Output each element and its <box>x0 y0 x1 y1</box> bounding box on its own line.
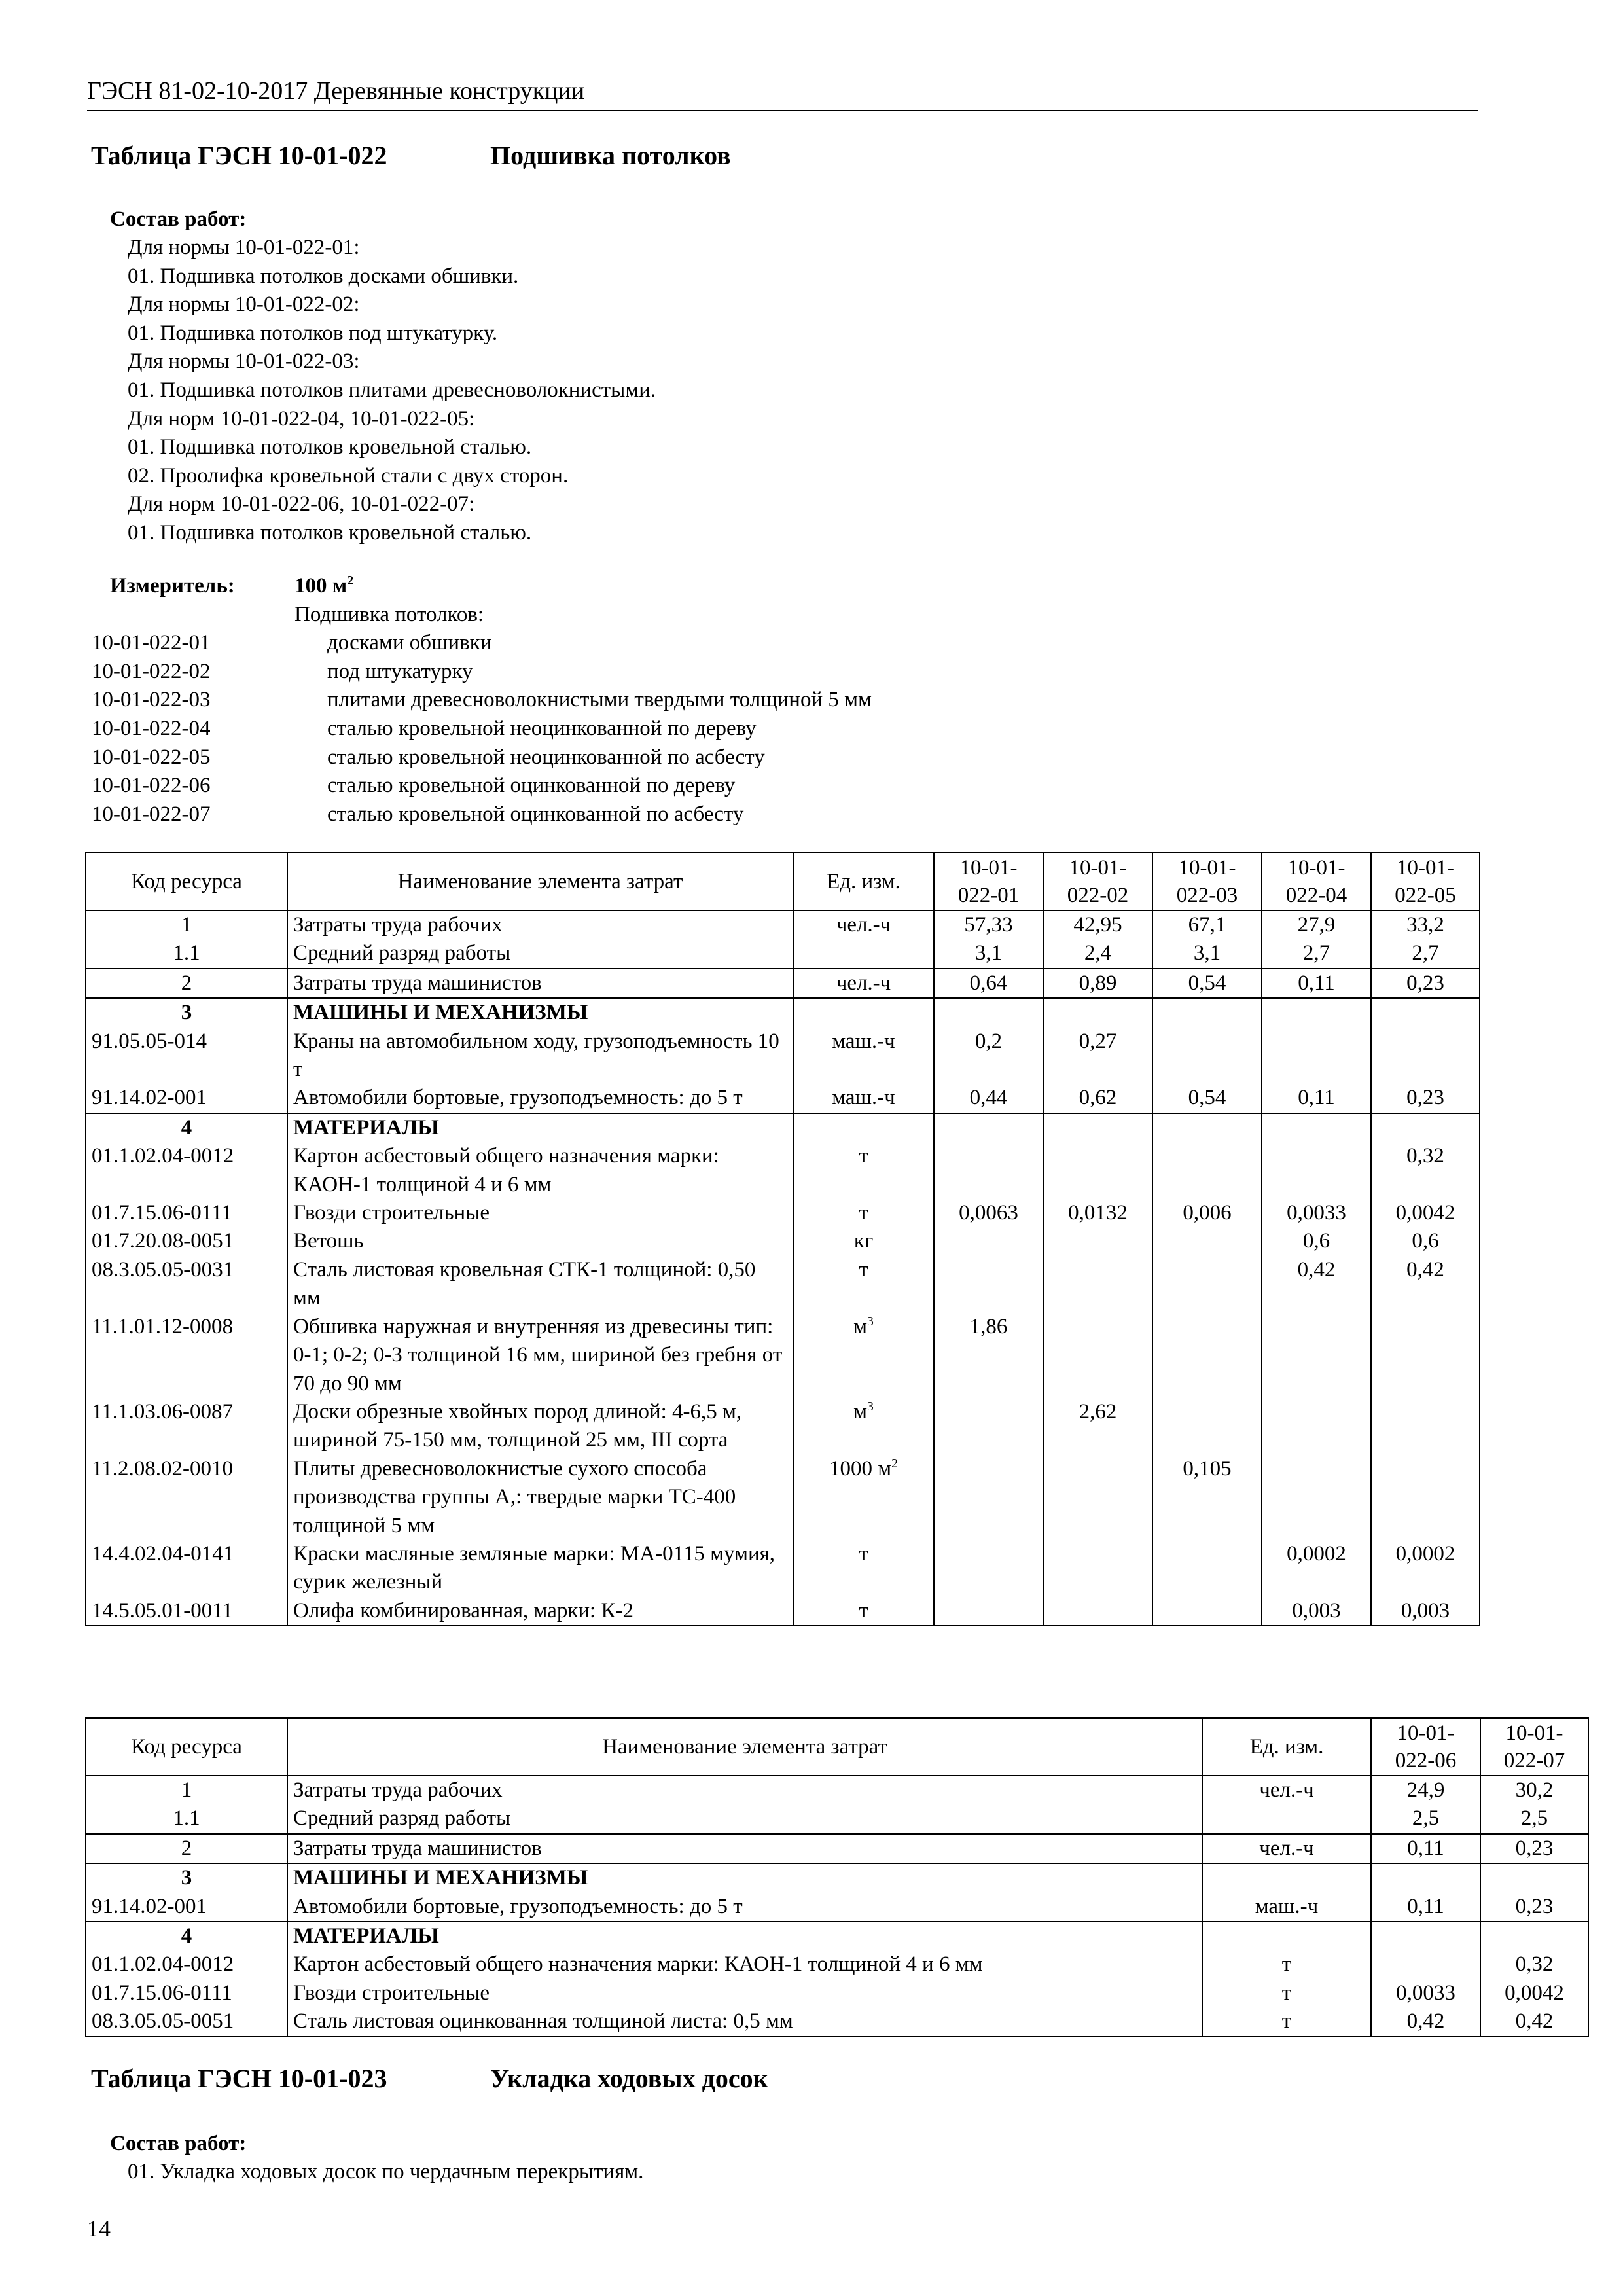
norm-value <box>1152 1256 1262 1313</box>
cost-element-name: Затраты труда машинистов <box>287 1834 1202 1863</box>
composition-line: Для норм 10-01-022-06, 10-01-022-07: <box>128 492 475 516</box>
norm-description: сталью кровельной неоцинкованной по асбесту <box>327 745 765 769</box>
column-header: 10-01- 022-04 <box>1262 853 1371 910</box>
column-header: 10-01- 022-07 <box>1480 1718 1588 1776</box>
cost-element-name: Автомобили бортовые, грузоподъемность: до 5 т <box>287 1893 1202 1922</box>
resource-code: 11.1.03.06-0087 <box>86 1398 287 1455</box>
norm-value: 67,1 <box>1152 910 1262 939</box>
table-name: Подшивка потолков <box>490 141 731 170</box>
norm-value <box>1371 1113 1480 1142</box>
norm-value: 2,4 <box>1043 939 1152 968</box>
norm-value <box>1152 998 1262 1027</box>
table-row <box>86 1863 1588 1892</box>
norm-value <box>1043 998 1152 1027</box>
table-row <box>86 1256 1480 1313</box>
norm-value <box>1262 1113 1371 1142</box>
norm-value <box>1152 1142 1262 1199</box>
norm-value <box>1262 1142 1371 1199</box>
norm-value <box>1262 1398 1371 1455</box>
norm-value: 2,7 <box>1371 939 1480 968</box>
unit-of-measure: чел.-ч <box>793 969 934 998</box>
norm-value: 2,62 <box>1043 1398 1152 1455</box>
norm-value <box>1371 1922 1480 1950</box>
column-header: Наименование элемента затрат <box>287 1718 1202 1776</box>
unit-of-measure: чел.-ч <box>1202 1834 1371 1863</box>
norm-row <box>92 800 872 829</box>
norm-value <box>934 1540 1043 1597</box>
measure-unit: 100 $м^2$ <box>294 573 354 598</box>
table-row <box>86 1227 1480 1255</box>
norm-value: 0,0042 <box>1371 1199 1480 1227</box>
cost-element-name: Картон асбестовый общего назначения марки: КАОН-1 толщиной 4 и 6 мм <box>287 1950 1202 1979</box>
resource-code: 2 <box>86 969 287 998</box>
unit-of-measure: чел.-ч <box>793 910 934 939</box>
norm-code: 10-01-022-04 <box>92 716 211 740</box>
norm-value <box>1043 1455 1152 1540</box>
running-header: ГЭСН 81-02-10-2017 Деревянные конструкции <box>87 73 1478 111</box>
norm-value <box>1152 1398 1262 1455</box>
norm-row <box>92 772 872 800</box>
cost-element-name: Затраты труда рабочих <box>287 910 793 939</box>
table-row <box>86 969 1480 998</box>
composition-line: 01. Подшивка потолков плитами древесноволокнистыми. <box>128 378 656 402</box>
unit-of-measure <box>1202 1863 1371 1892</box>
norm-value: 0,54 <box>1152 1084 1262 1113</box>
table-row <box>86 1979 1588 2007</box>
composition-line: Для нормы 10-01-022-01: <box>128 236 360 259</box>
cost-element-name: Автомобили бортовые, грузоподъемность: до 5 т <box>287 1084 793 1113</box>
norm-value: 33,2 <box>1371 910 1480 939</box>
norm-value <box>1262 1455 1371 1540</box>
unit-of-measure: т <box>793 1540 934 1597</box>
cost-element-name: Ветошь <box>287 1227 793 1255</box>
norm-description: сталью кровельной оцинкованной по асбесту <box>327 802 744 826</box>
norm-code: 10-01-022-01 <box>92 631 211 655</box>
unit-of-measure: 1000 $м^2$ <box>793 1455 934 1540</box>
table-row <box>86 1142 1480 1199</box>
norm-value <box>1371 1313 1480 1398</box>
unit-of-measure: маш.-ч <box>1202 1893 1371 1922</box>
resource-code: 1.1 <box>86 939 287 968</box>
norm-value <box>1043 1256 1152 1313</box>
norm-value: 0,11 <box>1262 1084 1371 1113</box>
norm-value: 0,42 <box>1371 2007 1480 2036</box>
norm-value <box>934 1142 1043 1199</box>
norm-value: 0,23 <box>1480 1893 1588 1922</box>
norm-value: 27,9 <box>1262 910 1371 939</box>
norm-value: 0,32 <box>1480 1950 1588 1979</box>
norm-value: 0,42 <box>1480 2007 1588 2036</box>
norm-value: 0,27 <box>1043 1028 1152 1085</box>
resource-code: 3 <box>86 1863 287 1892</box>
norm-value <box>1480 1922 1588 1950</box>
resource-code: 91.14.02-001 <box>86 1084 287 1113</box>
resource-table-2 <box>85 1717 1589 2037</box>
norm-value: 0,11 <box>1371 1834 1480 1863</box>
resource-code: 3 <box>86 998 287 1027</box>
cost-element-name: МАШИНЫ И МЕХАНИЗМЫ <box>287 1863 1202 1892</box>
composition-line: 01. Укладка ходовых досок по чердачным перекрытиям. <box>128 2160 644 2183</box>
column-header: Наименование элемента затрат <box>287 853 793 910</box>
norm-value <box>1371 1950 1480 1979</box>
unit-of-measure: маш.-ч <box>793 1028 934 1085</box>
measure-group: Подшивка потолков: <box>294 602 484 626</box>
cost-element-name: Плиты древесноволокнистые сухого способа производства группы А,: твердые марки ТС-400 толщиной 5 мм <box>287 1455 793 1540</box>
cost-element-name: МАТЕРИАЛЫ <box>287 1113 793 1142</box>
resource-code: 01.7.15.06-0111 <box>86 1979 287 2007</box>
norm-value <box>1043 1113 1152 1142</box>
composition-line: 01. Подшивка потолков досками обшивки. <box>128 264 519 288</box>
composition-label: Состав работ: <box>110 207 247 231</box>
table-row <box>86 1313 1480 1398</box>
table-name-2: Укладка ходовых досок <box>490 2064 768 2093</box>
norm-value <box>934 1227 1043 1255</box>
unit-of-measure: т <box>793 1597 934 1626</box>
norm-value <box>1262 1028 1371 1085</box>
cost-element-name: Затраты труда машинистов <box>287 969 793 998</box>
table-row <box>86 1084 1480 1113</box>
table-row <box>86 1597 1480 1626</box>
table-row <box>86 1893 1588 1922</box>
composition-line: Для норм 10-01-022-04, 10-01-022-05: <box>128 406 475 431</box>
cost-element-name: Затраты труда рабочих <box>287 1776 1202 1804</box>
resource-code: 4 <box>86 1113 287 1142</box>
unit-of-measure: т <box>1202 2007 1371 2036</box>
norm-value: 0,0063 <box>934 1199 1043 1227</box>
cost-element-name: Краны на автомобильном ходу, грузоподъемность 10 т <box>287 1028 793 1085</box>
norm-value: 0,42 <box>1262 1256 1371 1313</box>
norm-value <box>1262 998 1371 1027</box>
norm-value <box>934 998 1043 1027</box>
resource-code: 1.1 <box>86 1804 287 1833</box>
norm-value: 2,7 <box>1262 939 1371 968</box>
norm-value <box>1371 1398 1480 1455</box>
cost-element-name: Обшивка наружная и внутренняя из древесины тип: 0-1; 0-2; 0-3 толщиной 16 мм, шириной без гребня от 70 до 90 мм <box>287 1313 793 1398</box>
table-row <box>86 1834 1588 1863</box>
composition-list-2 <box>128 2158 643 2187</box>
unit-of-measure: кг <box>793 1227 934 1255</box>
column-header: Код ресурса <box>86 1718 287 1776</box>
composition-line: 01. Подшивка потолков кровельной сталью. <box>128 435 532 459</box>
composition-line: 02. Проолифка кровельной стали с двух сторон. <box>128 463 569 488</box>
norm-value: 0,23 <box>1371 969 1480 998</box>
norm-value: 0,003 <box>1371 1597 1480 1626</box>
norm-code: 10-01-022-05 <box>92 745 211 769</box>
composition-list <box>128 234 656 548</box>
measure-block <box>92 572 872 829</box>
norm-value: 1,86 <box>934 1313 1043 1398</box>
resource-code: 91.05.05-014 <box>86 1028 287 1085</box>
norm-description: сталью кровельной оцинкованной по дереву <box>327 774 736 798</box>
column-header: 10-01- 022-02 <box>1043 853 1152 910</box>
unit-of-measure: т <box>793 1199 934 1227</box>
cost-element-name: Гвозди строительные <box>287 1199 793 1227</box>
norm-code: 10-01-022-02 <box>92 659 211 683</box>
norm-description: сталью кровельной неоцинкованной по дереву <box>327 716 757 740</box>
norm-code: 10-01-022-07 <box>92 802 211 826</box>
resource-code: 2 <box>86 1834 287 1863</box>
norm-row <box>92 715 872 744</box>
unit-of-measure <box>1202 1922 1371 1950</box>
norm-value <box>1371 1863 1480 1892</box>
unit-of-measure: $м^3$ <box>793 1313 934 1398</box>
table-number: Таблица ГЭСН 10-01-022 <box>91 141 387 170</box>
norm-value: 0,11 <box>1262 969 1371 998</box>
norm-code: 10-01-022-03 <box>92 688 211 712</box>
resource-code: 4 <box>86 1922 287 1950</box>
cost-element-name: Сталь листовая оцинкованная толщиной листа: 0,5 мм <box>287 2007 1202 2036</box>
table-row <box>86 1804 1588 1833</box>
table-row <box>86 1922 1588 1950</box>
composition-line: 01. Подшивка потолков кровельной сталью. <box>128 520 532 545</box>
norm-value: 24,9 <box>1371 1776 1480 1804</box>
column-header: 10-01- 022-03 <box>1152 853 1262 910</box>
cost-element-name: МАТЕРИАЛЫ <box>287 1922 1202 1950</box>
resource-code: 01.1.02.04-0012 <box>86 1950 287 1979</box>
table-row <box>86 1398 1480 1455</box>
norm-value: 0,0002 <box>1371 1540 1480 1597</box>
norm-value <box>934 1398 1043 1455</box>
norm-value: 0,32 <box>1371 1142 1480 1199</box>
norm-description: плитами древесноволокнистыми твердыми толщиной 5 мм <box>327 688 872 712</box>
table-title <box>91 137 731 174</box>
norm-value <box>1043 1597 1152 1626</box>
norm-value <box>934 1597 1043 1626</box>
norm-value: 42,95 <box>1043 910 1152 939</box>
norm-value: 0,89 <box>1043 969 1152 998</box>
cost-element-name: Сталь листовая кровельная СТК-1 толщиной: 0,50 мм <box>287 1256 793 1313</box>
column-header: Код ресурса <box>86 853 287 910</box>
norm-value: 0,0132 <box>1043 1199 1152 1227</box>
unit-of-measure <box>793 939 934 968</box>
norm-value: 0,105 <box>1152 1455 1262 1540</box>
norm-value: 3,1 <box>1152 939 1262 968</box>
norm-value <box>1480 1863 1588 1892</box>
unit-of-measure: т <box>1202 1950 1371 1979</box>
norm-value <box>1152 1227 1262 1255</box>
cost-element-name: Доски обрезные хвойных пород длиной: 4-6,5 м, шириной 75-150 мм, толщиной 25 мм, III сорта <box>287 1398 793 1455</box>
norm-value: 0,23 <box>1371 1084 1480 1113</box>
cost-element-name: Средний разряд работы <box>287 1804 1202 1833</box>
unit-of-measure <box>793 1113 934 1142</box>
norm-value: 0,0042 <box>1480 1979 1588 2007</box>
norm-value: 0,0033 <box>1371 1979 1480 2007</box>
cost-element-name: Олифа комбинированная, марки: К-2 <box>287 1597 793 1626</box>
resource-code: 91.14.02-001 <box>86 1893 287 1922</box>
resource-table-1 <box>85 852 1480 1626</box>
table-row <box>86 1199 1480 1227</box>
norm-value <box>1152 1597 1262 1626</box>
norm-value <box>1043 1142 1152 1199</box>
unit-of-measure: чел.-ч <box>1202 1776 1371 1804</box>
cost-element-name: МАШИНЫ И МЕХАНИЗМЫ <box>287 998 793 1027</box>
norm-value <box>1262 1313 1371 1398</box>
norm-row <box>92 744 872 772</box>
norm-value: 0,54 <box>1152 969 1262 998</box>
norm-row <box>92 629 872 658</box>
norm-value <box>1371 1028 1480 1085</box>
norm-value: 2,5 <box>1371 1804 1480 1833</box>
column-header: 10-01- 022-05 <box>1371 853 1480 910</box>
cost-element-name: Краски масляные земляные марки: МА-0115 мумия, сурик железный <box>287 1540 793 1597</box>
cost-element-name: Гвозди строительные <box>287 1979 1202 2007</box>
table-row <box>86 1776 1588 1804</box>
composition-line: 01. Подшивка потолков под штукатурку. <box>128 321 498 345</box>
table-row <box>86 1455 1480 1540</box>
norm-value: 0,11 <box>1371 1893 1480 1922</box>
norm-value: 0,0002 <box>1262 1540 1371 1597</box>
unit-of-measure: т <box>1202 1979 1371 2007</box>
resource-code: 01.7.15.06-0111 <box>86 1199 287 1227</box>
unit-of-measure: $м^3$ <box>793 1398 934 1455</box>
norm-description: под штукатурку <box>327 659 473 683</box>
norm-value: 0,6 <box>1262 1227 1371 1255</box>
composition-label-2: Состав работ: <box>110 2132 247 2155</box>
column-header: Ед. изм. <box>1202 1718 1371 1776</box>
table-row <box>86 1113 1480 1142</box>
table-row <box>86 939 1480 968</box>
column-header: 10-01- 022-06 <box>1371 1718 1480 1776</box>
norm-value <box>1371 998 1480 1027</box>
norm-value <box>934 1455 1043 1540</box>
norm-value <box>1152 1028 1262 1085</box>
column-header: Ед. изм. <box>793 853 934 910</box>
norm-value: 57,33 <box>934 910 1043 939</box>
norm-value <box>1043 1227 1152 1255</box>
unit-of-measure: т <box>793 1256 934 1313</box>
unit-of-measure: маш.-ч <box>793 1084 934 1113</box>
resource-code: 01.1.02.04-0012 <box>86 1142 287 1199</box>
norm-value: 0,23 <box>1480 1834 1588 1863</box>
norm-value: 0,64 <box>934 969 1043 998</box>
unit-of-measure <box>1202 1804 1371 1833</box>
norm-value <box>1152 1313 1262 1398</box>
norm-value: 3,1 <box>934 939 1043 968</box>
norm-value <box>1152 1113 1262 1142</box>
column-header: 10-01- 022-01 <box>934 853 1043 910</box>
table-title-2 <box>91 2060 768 2097</box>
norm-description: досками обшивки <box>327 631 492 655</box>
norm-value: 0,44 <box>934 1084 1043 1113</box>
norm-value: 0,6 <box>1371 1227 1480 1255</box>
table-row <box>86 1540 1480 1597</box>
unit-of-measure <box>793 998 934 1027</box>
norm-code: 10-01-022-06 <box>92 774 211 798</box>
resource-code: 01.7.20.08-0051 <box>86 1227 287 1255</box>
composition-line: Для нормы 10-01-022-03: <box>128 350 360 374</box>
table-number-2: Таблица ГЭСН 10-01-023 <box>91 2064 387 2093</box>
table-row <box>86 998 1480 1027</box>
composition-line: Для нормы 10-01-022-02: <box>128 293 360 317</box>
norm-value <box>1152 1540 1262 1597</box>
resource-code: 11.2.08.02-0010 <box>86 1455 287 1540</box>
resource-code: 11.1.01.12-0008 <box>86 1313 287 1398</box>
norm-value <box>934 1256 1043 1313</box>
unit-of-measure: т <box>793 1142 934 1199</box>
norm-value: 2,5 <box>1480 1804 1588 1833</box>
norm-value <box>1043 1313 1152 1398</box>
resource-code: 1 <box>86 910 287 939</box>
table-row <box>86 910 1480 939</box>
resource-code: 14.4.02.04-0141 <box>86 1540 287 1597</box>
table-row <box>86 2007 1588 2036</box>
resource-code: 14.5.05.01-0011 <box>86 1597 287 1626</box>
norm-value: 0,62 <box>1043 1084 1152 1113</box>
cost-element-name: Средний разряд работы <box>287 939 793 968</box>
table-row <box>86 1028 1480 1085</box>
table-row <box>86 1950 1588 1979</box>
page-number: 14 <box>87 2215 111 2242</box>
norm-value: 30,2 <box>1480 1776 1588 1804</box>
norm-value: 0,42 <box>1371 1256 1480 1313</box>
resource-code: 08.3.05.05-0051 <box>86 2007 287 2036</box>
resource-code: 08.3.05.05-0031 <box>86 1256 287 1313</box>
norm-row <box>92 686 872 715</box>
norm-value: 0,2 <box>934 1028 1043 1085</box>
norm-row <box>92 658 872 687</box>
norm-value: 0,0033 <box>1262 1199 1371 1227</box>
cost-element-name: Картон асбестовый общего назначения марки: КАОН-1 толщиной 4 и 6 мм <box>287 1142 793 1199</box>
resource-code: 1 <box>86 1776 287 1804</box>
measure-label: Измеритель: <box>110 574 235 598</box>
norm-value: 0,006 <box>1152 1199 1262 1227</box>
norm-value <box>1371 1455 1480 1540</box>
norm-value <box>1043 1540 1152 1597</box>
norm-value: 0,003 <box>1262 1597 1371 1626</box>
norm-value <box>934 1113 1043 1142</box>
